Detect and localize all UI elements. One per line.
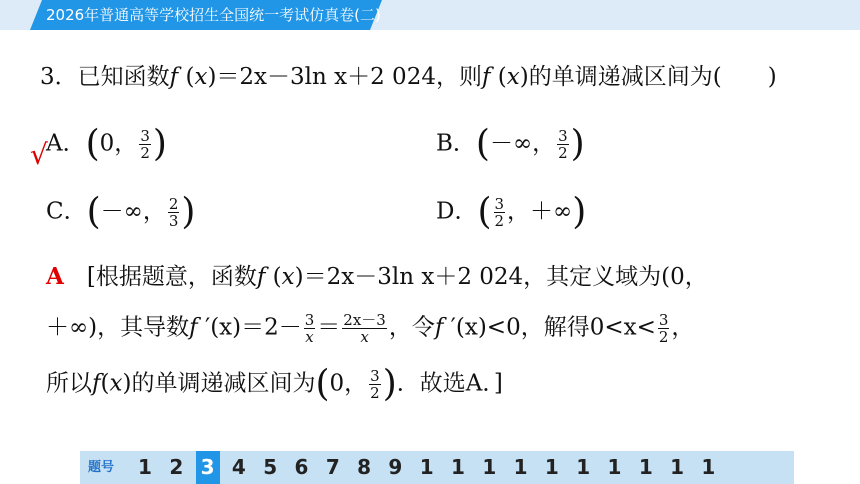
solution-l1-text: [根据题意，函数 [86, 264, 257, 290]
solution-l2-d: ′(x)<0，解得0<x< [450, 314, 656, 341]
option-c-lo: －∞， [100, 198, 166, 225]
option-b-frac: $\frac{3}{2}$ [558, 127, 568, 162]
nav-question-11[interactable]: 1 [451, 455, 465, 479]
nav-question-9[interactable]: 9 [388, 455, 403, 479]
option-d-frac: $\frac{3}{2}$ [494, 195, 505, 230]
nav-question-19[interactable]: 1 [701, 455, 716, 479]
nav-question-14[interactable]: 1 [544, 455, 559, 479]
question-number: 3． [40, 64, 78, 90]
solution-frac-2: $\frac{2x-3}{x}$ [343, 311, 386, 346]
solution-eq: ＝ [317, 314, 341, 341]
nav-question-12[interactable]: 1 [482, 455, 497, 479]
nav-question-17[interactable]: 1 [638, 455, 653, 479]
option-c-frac: $\frac{2}{3}$ [168, 195, 179, 230]
option-a-frac: $\frac{3}{2}$ [140, 127, 150, 162]
solution-f4: f [92, 370, 101, 397]
solution-x4: x [109, 370, 123, 397]
option-a[interactable]: A．(0， $\frac{3}{2}$ ) [46, 123, 167, 165]
stem-x: x [194, 64, 208, 90]
nav-question-10[interactable]: 1 [419, 455, 434, 479]
correct-check-icon: √ [30, 138, 48, 171]
nav-question-13[interactable]: 1 [513, 455, 528, 479]
solution-l1-eq: ＝2x－3ln x＋2 024，其定义域为(0， [303, 264, 708, 290]
stem-pre: 已知函数 [77, 64, 170, 90]
option-d-label: D． [436, 198, 478, 225]
nav-question-1[interactable]: 1 [138, 455, 152, 479]
nav-question-15[interactable]: 1 [576, 455, 591, 479]
solution-frac-1: $\frac{3}{x}$ [304, 311, 315, 346]
solution-l3-a: 所以 [46, 370, 92, 397]
solution-answer: A [46, 263, 64, 290]
solution-frac-3: $\frac{3}{2}$ [658, 311, 669, 346]
option-a-label: A． [46, 130, 86, 157]
nav-question-4[interactable]: 4 [231, 455, 246, 479]
nav-question-16[interactable]: 1 [607, 455, 622, 479]
stem-post: 的单调递减区间为( ) [528, 64, 777, 90]
option-d[interactable]: D．( $\frac{3}{2}$ ，＋∞) [436, 191, 587, 233]
exam-title: 2026年普通高等学校招生全国统一考试仿真卷(二) [46, 6, 381, 24]
nav-question-6[interactable]: 6 [294, 455, 309, 479]
solution-l3-end: ．故选A．] [396, 370, 503, 397]
solution-l3-b: 的单调递减区间为 [131, 370, 316, 397]
solution-l3-lo: 0， [329, 370, 368, 397]
nav-question-7[interactable]: 7 [325, 455, 340, 479]
solution-l2-b: ′(x)＝2－ [204, 314, 302, 341]
solution-f2: f [189, 314, 198, 341]
option-b[interactable]: B．(－∞， $\frac{3}{2}$ ) [436, 123, 585, 165]
option-c-label: C． [46, 198, 87, 225]
stem-eq: ＝2x－3ln x＋2 024，则 [216, 64, 482, 90]
nav-question-8[interactable]: 8 [357, 455, 372, 479]
option-b-label: B． [436, 130, 476, 157]
solution-f3: f [434, 314, 444, 341]
solution-frac-4: $\frac{3}{2}$ [370, 367, 380, 402]
stem-f: f [169, 64, 179, 90]
nav-question-18[interactable]: 1 [670, 455, 685, 479]
stem-x2: x [506, 64, 520, 90]
solution-line-1: A [根据题意，函数f (x)＝2x－3ln x＋2 024，其定义域为(0， [46, 263, 708, 290]
option-a-lo: 0， [99, 130, 138, 157]
solution-f: f [256, 264, 266, 290]
option-b-lo: －∞， [489, 130, 556, 157]
option-c[interactable]: C．(－∞， $\frac{2}{3}$ ) [46, 191, 196, 233]
solution-line-3: 所以f(x)的单调递减区间为(0， $\frac{3}{2}$ )．故选A．] [46, 363, 503, 405]
nav-question-2[interactable]: 2 [169, 455, 184, 479]
option-d-hi: ，＋∞ [507, 198, 573, 225]
nav-label: 题号 [88, 460, 115, 475]
solution-comma: ， [671, 314, 695, 341]
solution-l2-c: ，令 [388, 314, 435, 341]
nav-question-5[interactable]: 5 [263, 455, 278, 479]
question-stem: 3．已知函数f (x)＝2x－3ln x＋2 024，则f (x)的单调递减区间为( ) [40, 64, 777, 90]
solution-l2-a: ＋∞)，其导数 [46, 314, 190, 341]
solution-x: x [281, 264, 295, 290]
nav-question-3[interactable]: 3 [196, 451, 220, 484]
stem-f2: f [481, 64, 491, 90]
question-nav-bar [80, 451, 794, 484]
solution-line-2 [46, 312, 694, 345]
